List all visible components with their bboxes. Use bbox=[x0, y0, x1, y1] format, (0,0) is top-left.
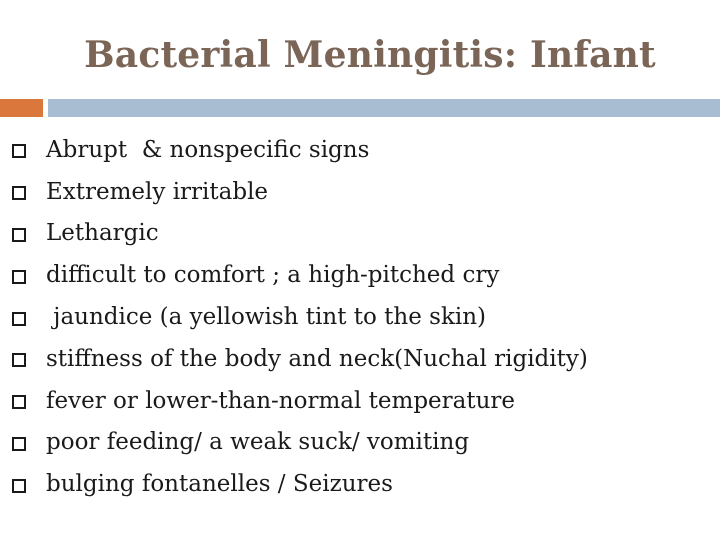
slide-title: Bacterial Meningitis: Infant bbox=[84, 34, 656, 76]
bullet-item bbox=[12, 463, 588, 505]
square-bullet-icon bbox=[12, 312, 26, 326]
bullet-text: Extremely irritable bbox=[46, 178, 269, 205]
bullet-text: poor feeding/ a weak suck/ vomiting bbox=[46, 429, 470, 456]
bullet-item bbox=[12, 213, 588, 255]
bullet-text: stiffness of the body and neck(Nuchal rigidity) bbox=[46, 345, 588, 372]
accent-bar bbox=[0, 99, 43, 117]
square-bullet-icon bbox=[12, 395, 26, 409]
bullet-text: Lethargic bbox=[46, 220, 159, 247]
title-rule bbox=[48, 99, 720, 117]
bullet-text: bulging fontanelles / Seizures bbox=[46, 471, 393, 498]
square-bullet-icon bbox=[12, 270, 26, 284]
square-bullet-icon bbox=[12, 186, 26, 200]
bullet-item bbox=[12, 338, 588, 380]
bullet-item bbox=[12, 129, 588, 171]
bullet-text: fever or lower-than-normal temperature bbox=[46, 387, 516, 414]
bullet-text: Abrupt & nonspecific signs bbox=[46, 136, 370, 163]
square-bullet-icon bbox=[12, 144, 26, 158]
square-bullet-icon bbox=[12, 479, 26, 493]
bullet-text: jaundice (a yellowish tint to the skin) bbox=[46, 304, 487, 331]
square-bullet-icon bbox=[12, 437, 26, 451]
bullet-item bbox=[12, 171, 588, 213]
bullet-text: difficult to comfort ; a high-pitched cry bbox=[46, 262, 500, 289]
square-bullet-icon bbox=[12, 353, 26, 367]
bullet-list bbox=[12, 129, 588, 505]
bullet-item bbox=[12, 380, 588, 422]
bullet-item bbox=[12, 254, 588, 296]
bullet-item bbox=[12, 422, 588, 464]
bullet-item bbox=[12, 296, 588, 338]
square-bullet-icon bbox=[12, 228, 26, 242]
